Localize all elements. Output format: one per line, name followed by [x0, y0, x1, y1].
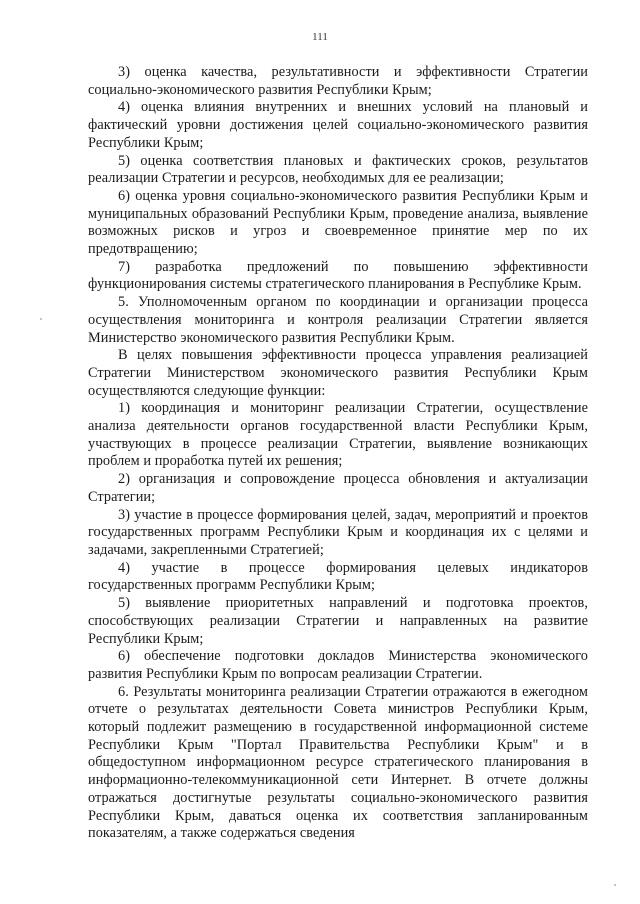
- paragraph-function-3: 3) участие в процессе формирования целей, задач, мероприятий и проектов государственных программ Республики Крым и координация их с целями и задачами, закрепленными Стратегией;: [88, 506, 588, 558]
- paragraph-section-5: 5. Уполномоченным органом по координации и организации процесса осуществления мониторинга и контроля реализации Стратегии является Министерство экономического развития Республики Крым.: [88, 294, 588, 346]
- paragraph-section-6: 6. Результаты мониторинга реализации Стратегии отражаются в ежегодном отчете о результатах деятельности Совета министров Республики Крым, который подлежит размещению в государственной информационной системе Республики Крым "Портал Правительства Республики Крым" и в общедоступном информационном ресурсе стратегического планирования в информационно-телекоммуникационной сети Интернет. В отчете должны отражаться достигнутые результаты социально-экономического развития Республики Крым, даваться оценка их соответствия запланированным показателям, а также содержаться сведения: [88, 683, 588, 842]
- paragraph-item-6: 6) оценка уровня социально-экономического развития Республики Крым и муниципальных образований Республики Крым, проведение анализа, выявление возможных рисков и угроз и своевременное принятие мер по их предотвращению;: [88, 187, 588, 258]
- paragraph-function-4: 4) участие в процессе формирования целевых индикаторов государственных программ Республики Крым;: [88, 559, 588, 594]
- document-body: [88, 64, 588, 843]
- paragraph-item-4: 4) оценка влияния внутренних и внешних условий на плановый и фактический уровни достижения целей социально-экономического развития Республики Крым;: [88, 99, 588, 151]
- paragraph-function-2: 2) организация и сопровождение процесса обновления и актуализации Стратегии;: [88, 471, 588, 505]
- paragraph-function-6: 6) обеспечение подготовки докладов Министерства экономического развития Республики Крым по вопросам реализации Стратегии.: [88, 648, 588, 682]
- scan-speck: [614, 884, 616, 886]
- paragraph-item-5: 5) оценка соответствия плановых и фактических сроков, результатов реализации Стратегии и ресурсов, необходимых для ее реализации;: [88, 152, 588, 187]
- page-number: 111: [312, 31, 328, 43]
- paragraph-function-1: 1) координация и мониторинг реализации Стратегии, осуществление анализа деятельности органов государственной власти Республики Крым, участвующих в процессе реализации Стратегии, выявление возникающих проблем и проработка путей их решения;: [88, 400, 588, 470]
- paragraph-item-3: 3) оценка качества, результативности и эффективности Стратегии социально-экономического развития Республики Крым;: [88, 64, 588, 98]
- paragraph-function-5: 5) выявление приоритетных направлений и подготовка проектов, способствующих реализации Стратегии и направленных на развитие Республики Крым;: [88, 595, 588, 647]
- paragraph-item-7: 7) разработка предложений по повышению эффективности функционирования системы стратегического планирования в Республике Крым.: [88, 258, 588, 293]
- scan-speck: [40, 318, 42, 320]
- paragraph-functions-intro: В целях повышения эффективности процесса управления реализацией Стратегии Министерством экономического развития Республики Крым осуществляются следующие функции:: [88, 347, 588, 399]
